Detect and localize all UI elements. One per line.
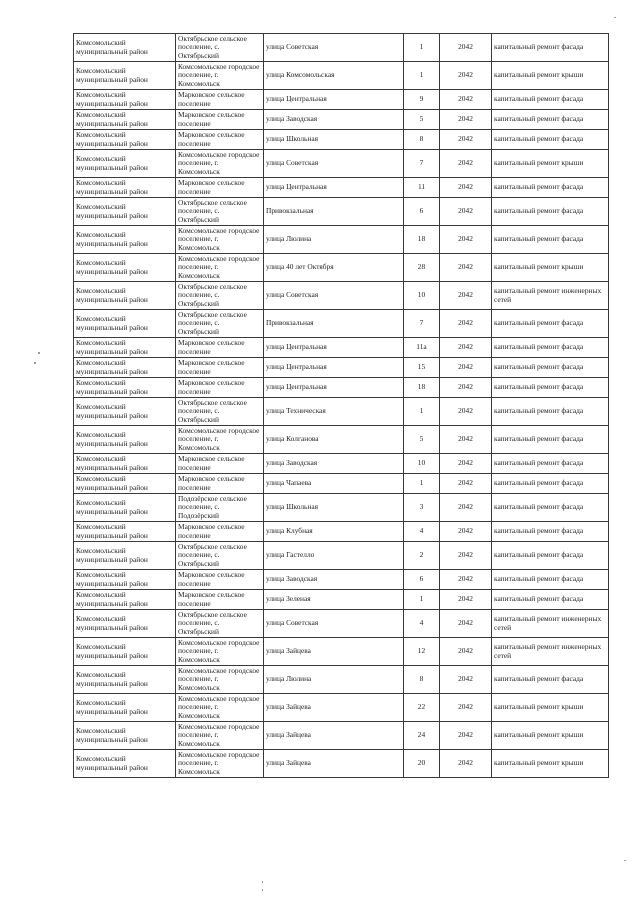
district-cell: Комсомольский муниципальный район — [74, 666, 176, 694]
street-cell: улица Школьная — [264, 130, 404, 150]
settlement-cell: Октябрьское сельское поселение, с. Октябрьский — [176, 198, 264, 226]
year-cell: 2042 — [440, 474, 492, 494]
table-row — [74, 666, 609, 694]
table-row — [74, 338, 609, 358]
house-number-cell: 10 — [404, 454, 440, 474]
settlement-cell: Комсомольское городское поселение, г. Комсомольск — [176, 638, 264, 666]
year-cell: 2042 — [440, 178, 492, 198]
settlement-cell: Октябрьское сельское поселение, с. Октябрьский — [176, 610, 264, 638]
table-row — [74, 62, 609, 90]
repair-type-cell: капитальный ремонт фасада — [492, 426, 609, 454]
year-cell: 2042 — [440, 522, 492, 542]
settlement-cell: Комсомольское городское поселение, г. Комсомольск — [176, 666, 264, 694]
house-number-cell: 1 — [404, 398, 440, 426]
table-row — [74, 454, 609, 474]
table-row — [74, 542, 609, 570]
table-row — [74, 570, 609, 590]
house-number-cell: 9 — [404, 90, 440, 110]
year-cell: 2042 — [440, 494, 492, 522]
table-row — [74, 722, 609, 750]
table-row — [74, 610, 609, 638]
year-cell: 2042 — [440, 378, 492, 398]
street-cell: улица Заводская — [264, 454, 404, 474]
district-cell: Комсомольский муниципальный район — [74, 226, 176, 254]
table-row — [74, 426, 609, 454]
district-cell: Комсомольский муниципальный район — [74, 282, 176, 310]
year-cell: 2042 — [440, 590, 492, 610]
repair-type-cell: капитальный ремонт фасада — [492, 90, 609, 110]
district-cell: Комсомольский муниципальный район — [74, 426, 176, 454]
district-cell: Комсомольский муниципальный район — [74, 474, 176, 494]
year-cell: 2042 — [440, 398, 492, 426]
street-cell: улица Центральная — [264, 358, 404, 378]
settlement-cell: Комсомольское городское поселение, г. Комсомольск — [176, 426, 264, 454]
street-cell: улица Школьная — [264, 494, 404, 522]
year-cell: 2042 — [440, 282, 492, 310]
year-cell: 2042 — [440, 358, 492, 378]
repair-type-cell: капитальный ремонт фасада — [492, 522, 609, 542]
street-cell: улица Чапаева — [264, 474, 404, 494]
street-cell: улица Советская — [264, 610, 404, 638]
district-cell: Комсомольский муниципальный район — [74, 34, 176, 62]
repair-type-cell: капитальный ремонт фасада — [492, 666, 609, 694]
district-cell: Комсомольский муниципальный район — [74, 62, 176, 90]
repair-type-cell: капитальный ремонт крыши — [492, 254, 609, 282]
street-cell: улица Техническая — [264, 398, 404, 426]
district-cell: Комсомольский муниципальный район — [74, 254, 176, 282]
street-cell: улица Советская — [264, 34, 404, 62]
repair-type-cell: капитальный ремонт фасада — [492, 398, 609, 426]
repair-type-cell: капитальный ремонт фасада — [492, 590, 609, 610]
year-cell: 2042 — [440, 310, 492, 338]
repair-type-cell: капитальный ремонт фасада — [492, 454, 609, 474]
street-cell: улица Советская — [264, 282, 404, 310]
district-cell: Комсомольский муниципальный район — [74, 178, 176, 198]
scan-speck — [624, 860, 626, 861]
settlement-cell: Октябрьское сельское поселение, с. Октябрьский — [176, 398, 264, 426]
street-cell: улица Зеленая — [264, 590, 404, 610]
year-cell: 2042 — [440, 34, 492, 62]
scan-speck — [262, 889, 263, 891]
settlement-cell: Марковское сельское поселение — [176, 90, 264, 110]
repair-type-cell: капитальный ремонт фасада — [492, 34, 609, 62]
repair-type-cell: капитальный ремонт крыши — [492, 694, 609, 722]
year-cell: 2042 — [440, 542, 492, 570]
table-row — [74, 282, 609, 310]
house-number-cell: 7 — [404, 150, 440, 178]
house-number-cell: 5 — [404, 110, 440, 130]
settlement-cell: Октябрьское сельское поселение, с. Октябрьский — [176, 542, 264, 570]
settlement-cell: Марковское сельское поселение — [176, 338, 264, 358]
house-number-cell: 1 — [404, 34, 440, 62]
settlement-cell: Марковское сельское поселение — [176, 130, 264, 150]
year-cell: 2042 — [440, 62, 492, 90]
table-row — [74, 178, 609, 198]
table-row — [74, 378, 609, 398]
street-cell: Привокзальная — [264, 198, 404, 226]
house-number-cell: 6 — [404, 198, 440, 226]
street-cell: улица Зайцева — [264, 694, 404, 722]
repair-type-cell: капитальный ремонт инженерных сетей — [492, 282, 609, 310]
district-cell: Комсомольский муниципальный район — [74, 358, 176, 378]
street-cell: улица Колганова — [264, 426, 404, 454]
district-cell: Комсомольский муниципальный район — [74, 130, 176, 150]
table-row — [74, 358, 609, 378]
year-cell: 2042 — [440, 454, 492, 474]
repair-type-cell: капитальный ремонт инженерных сетей — [492, 638, 609, 666]
year-cell: 2042 — [440, 150, 492, 178]
settlement-cell: Марковское сельское поселение — [176, 474, 264, 494]
settlement-cell: Марковское сельское поселение — [176, 454, 264, 474]
street-cell: улица Советская — [264, 150, 404, 178]
house-number-cell: 28 — [404, 254, 440, 282]
house-number-cell: 4 — [404, 610, 440, 638]
repair-type-cell: капитальный ремонт инженерных сетей — [492, 610, 609, 638]
repair-type-cell: капитальный ремонт фасада — [492, 338, 609, 358]
settlement-cell: Марковское сельское поселение — [176, 378, 264, 398]
district-cell: Комсомольский муниципальный район — [74, 110, 176, 130]
table-row — [74, 150, 609, 178]
house-number-cell: 4 — [404, 522, 440, 542]
settlement-cell: Марковское сельское поселение — [176, 570, 264, 590]
street-cell: улица Зайцева — [264, 750, 404, 778]
district-cell: Комсомольский муниципальный район — [74, 310, 176, 338]
table-row — [74, 130, 609, 150]
street-cell: улица Центральная — [264, 378, 404, 398]
district-cell: Комсомольский муниципальный район — [74, 610, 176, 638]
street-cell: улица Заводская — [264, 110, 404, 130]
settlement-cell: Комсомольское городское поселение, г. Комсомольск — [176, 254, 264, 282]
house-number-cell: 5 — [404, 426, 440, 454]
year-cell: 2042 — [440, 666, 492, 694]
house-number-cell: 15 — [404, 358, 440, 378]
repair-type-cell: капитальный ремонт крыши — [492, 722, 609, 750]
district-cell: Комсомольский муниципальный район — [74, 338, 176, 358]
street-cell: улица Центральная — [264, 338, 404, 358]
street-cell: улица Зайцева — [264, 722, 404, 750]
repair-type-cell: капитальный ремонт фасада — [492, 378, 609, 398]
repair-type-cell: капитальный ремонт фасада — [492, 198, 609, 226]
street-cell: улица Комсомольская — [264, 62, 404, 90]
repair-type-cell: капитальный ремонт фасада — [492, 494, 609, 522]
table-row — [74, 110, 609, 130]
repair-type-cell: капитальный ремонт крыши — [492, 750, 609, 778]
house-number-cell: 8 — [404, 666, 440, 694]
year-cell: 2042 — [440, 610, 492, 638]
repair-type-cell: капитальный ремонт фасада — [492, 110, 609, 130]
table-row — [74, 254, 609, 282]
house-number-cell: 22 — [404, 694, 440, 722]
table-row — [74, 398, 609, 426]
table-row — [74, 34, 609, 62]
settlement-cell: Марковское сельское поселение — [176, 110, 264, 130]
house-number-cell: 1 — [404, 474, 440, 494]
house-number-cell: 10 — [404, 282, 440, 310]
table-row — [74, 522, 609, 542]
district-cell: Комсомольский муниципальный район — [74, 90, 176, 110]
table-row — [74, 474, 609, 494]
street-cell: улица Люлина — [264, 666, 404, 694]
street-cell: улица Центральная — [264, 90, 404, 110]
year-cell: 2042 — [440, 694, 492, 722]
settlement-cell: Октябрьское сельское поселение, с. Октябрьский — [176, 310, 264, 338]
repair-type-cell: капитальный ремонт крыши — [492, 62, 609, 90]
street-cell: улица Гастелло — [264, 542, 404, 570]
district-cell: Комсомольский муниципальный район — [74, 590, 176, 610]
settlement-cell: Марковское сельское поселение — [176, 178, 264, 198]
repair-type-cell: капитальный ремонт фасада — [492, 310, 609, 338]
house-number-cell: 12 — [404, 638, 440, 666]
settlement-cell: Комсомольское городское поселение, г. Комсомольск — [176, 226, 264, 254]
district-cell: Комсомольский муниципальный район — [74, 570, 176, 590]
street-cell: улица Заводская — [264, 570, 404, 590]
repair-type-cell: капитальный ремонт фасада — [492, 358, 609, 378]
house-number-cell: 6 — [404, 570, 440, 590]
year-cell: 2042 — [440, 130, 492, 150]
year-cell: 2042 — [440, 110, 492, 130]
street-cell: улица Клубная — [264, 522, 404, 542]
settlement-cell: Октябрьское сельское поселение, с. Октябрьский — [176, 34, 264, 62]
repair-type-cell: капитальный ремонт крыши — [492, 150, 609, 178]
house-number-cell: 8 — [404, 130, 440, 150]
district-cell: Комсомольский муниципальный район — [74, 638, 176, 666]
year-cell: 2042 — [440, 226, 492, 254]
house-number-cell: 24 — [404, 722, 440, 750]
settlement-cell: Октябрьское сельское поселение, с. Октябрьский — [176, 282, 264, 310]
district-cell: Комсомольский муниципальный район — [74, 398, 176, 426]
settlement-cell: Марковское сельское поселение — [176, 590, 264, 610]
year-cell: 2042 — [440, 254, 492, 282]
settlement-cell: Комсомольское городское поселение, г. Комсомольск — [176, 722, 264, 750]
house-number-cell: 18 — [404, 226, 440, 254]
settlement-cell: Комсомольское городское поселение, г. Комсомольск — [176, 150, 264, 178]
house-number-cell: 3 — [404, 494, 440, 522]
street-cell: улица Люлина — [264, 226, 404, 254]
scan-speck — [38, 352, 40, 354]
year-cell: 2042 — [440, 750, 492, 778]
table-body — [74, 34, 609, 778]
district-cell: Комсомольский муниципальный район — [74, 722, 176, 750]
district-cell: Комсомольский муниципальный район — [74, 694, 176, 722]
repair-type-cell: капитальный ремонт фасада — [492, 474, 609, 494]
house-number-cell: 2 — [404, 542, 440, 570]
street-cell: улица 40 лет Октября — [264, 254, 404, 282]
settlement-cell: Комсомольское городское поселение, г. Комсомольск — [176, 62, 264, 90]
table-row — [74, 750, 609, 778]
district-cell: Комсомольский муниципальный район — [74, 750, 176, 778]
year-cell: 2042 — [440, 198, 492, 226]
district-cell: Комсомольский муниципальный район — [74, 454, 176, 474]
table-row — [74, 638, 609, 666]
house-number-cell: 1 — [404, 62, 440, 90]
house-number-cell: 1 — [404, 590, 440, 610]
settlement-cell: Комсомольское городское поселение, г. Комсомольск — [176, 750, 264, 778]
repair-type-cell: капитальный ремонт фасада — [492, 130, 609, 150]
settlement-cell: Комсомольское городское поселение, г. Комсомольск — [176, 694, 264, 722]
repair-type-cell: капитальный ремонт фасада — [492, 570, 609, 590]
table-row — [74, 310, 609, 338]
scan-speck — [262, 881, 263, 883]
repair-type-cell: капитальный ремонт фасада — [492, 178, 609, 198]
settlement-cell: Марковское сельское поселение — [176, 522, 264, 542]
repair-type-cell: капитальный ремонт фасада — [492, 542, 609, 570]
year-cell: 2042 — [440, 338, 492, 358]
year-cell: 2042 — [440, 426, 492, 454]
settlement-cell: Подозёрское сельское поселение, с. Подозёрский — [176, 494, 264, 522]
table-row — [74, 494, 609, 522]
street-cell: улица Центральная — [264, 178, 404, 198]
scan-speck — [614, 17, 616, 18]
scan-speck — [34, 362, 36, 364]
district-cell: Комсомольский муниципальный район — [74, 494, 176, 522]
house-number-cell: 7 — [404, 310, 440, 338]
district-cell: Комсомольский муниципальный район — [74, 542, 176, 570]
year-cell: 2042 — [440, 90, 492, 110]
settlement-cell: Марковское сельское поселение — [176, 358, 264, 378]
district-cell: Комсомольский муниципальный район — [74, 150, 176, 178]
table-row — [74, 694, 609, 722]
year-cell: 2042 — [440, 638, 492, 666]
year-cell: 2042 — [440, 570, 492, 590]
house-number-cell: 11а — [404, 338, 440, 358]
house-number-cell: 11 — [404, 178, 440, 198]
table-row — [74, 90, 609, 110]
table-row — [74, 226, 609, 254]
house-number-cell: 20 — [404, 750, 440, 778]
street-cell: Привокзальная — [264, 310, 404, 338]
house-number-cell: 18 — [404, 378, 440, 398]
district-cell: Комсомольский муниципальный район — [74, 198, 176, 226]
year-cell: 2042 — [440, 722, 492, 750]
district-cell: Комсомольский муниципальный район — [74, 378, 176, 398]
repair-type-cell: капитальный ремонт фасада — [492, 226, 609, 254]
street-cell: улица Зайцева — [264, 638, 404, 666]
district-cell: Комсомольский муниципальный район — [74, 522, 176, 542]
table-row — [74, 198, 609, 226]
housing-repair-table — [73, 33, 609, 778]
table-row — [74, 590, 609, 610]
